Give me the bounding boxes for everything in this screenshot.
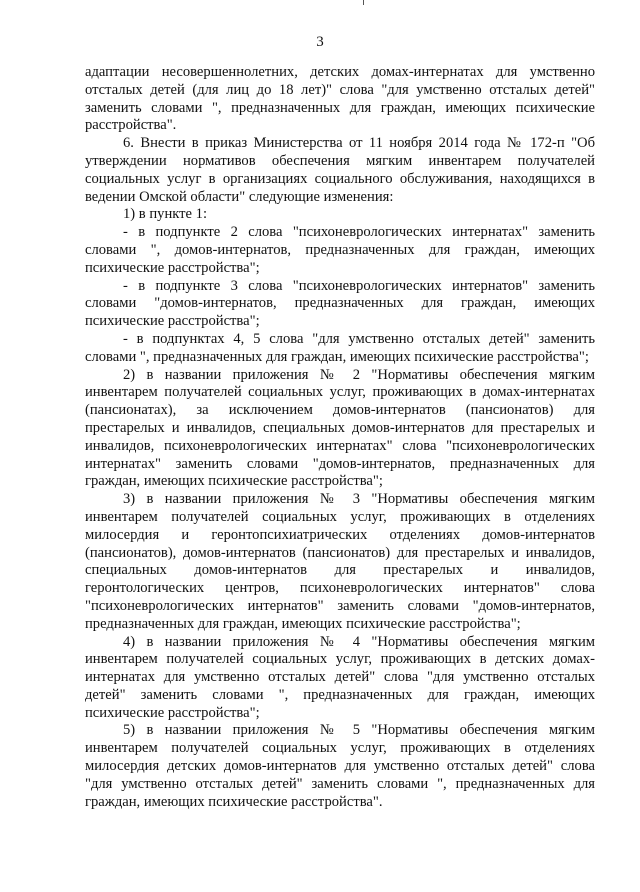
scan-mark bbox=[363, 0, 364, 5]
paragraph-subitem-5: 5) в названии приложения № 5 "Нормативы обеспечения мягким инвентарем получателей социальных услуг, проживающих в отделениях милосердия детских домов-интернатов для умственно отсталых детей" слова "для умственно отсталых детей" заменить словами ", предназначенных для граждан, имеющих психические расстройства". bbox=[85, 722, 595, 810]
paragraph-subitem-2: 2) в названии приложения № 2 "Нормативы обеспечения мягким инвентарем получателей социальных услуг, проживающих в домах-интернатах (пансионатах), за исключением домов-интернатов (пансионатов) для престарелых и инвалидов, специальных домов-интернатов для престарелых и инвалидов, психоневрологических интернатах" слова "психоневрологических интернатах" заменить словами "домов-интернатов, предназначенных для граждан, имеющих психические расстройства"; bbox=[85, 366, 595, 490]
paragraph-subitem-4: 4) в названии приложения № 4 "Нормативы обеспечения мягким инвентарем получателей социальных услуг, проживающих в детских домах-интернатах для умственно отсталых детей" слова "для умственно отсталых детей" заменить словами ", предназначенных для граждан, имеющих психические расстройства"; bbox=[85, 633, 595, 721]
paragraph-continuation: адаптации несовершеннолетних, детских домах-интернатах для умственно отсталых детей (для лиц до 18 лет)" слова "для умственно отсталых детей" заменить словами ", предназначенных для граждан, имеющих психические расстройства". bbox=[85, 64, 595, 134]
paragraph-subitem-3: 3) в названии приложения № 3 "Нормативы обеспечения мягким инвентарем получателей социальных услуг, проживающих в отделениях милосердия и геронтопсихиатрических отделениях домов-интернатов (пансионатов), домов-интернатов (пансионатов) для престарелых и инвалидов, специальных домов-интернатов для престарелых и инвалидов, геронтологических центров, психоневрологических интернатов" слова "психоневрологических интернатов" заменить словами "домов-интернатов, предназначенных для граждан, имеющих психические расстройства"; bbox=[85, 491, 595, 632]
paragraph-subpoint-2: - в подпункте 2 слова "психоневрологических интернатах" заменить словами ", домов-интернатов, предназначенных для граждан, имеющих психические расстройства"; bbox=[85, 224, 595, 276]
paragraph-item-6: 6. Внести в приказ Министерства от 11 ноября 2014 года № 172-п "Об утверждении нормативов обеспечения мягким инвентарем получателей социальных услуг в организациях социального обслуживания, находящихся в ведении Омской области" следующие изменения: bbox=[85, 135, 595, 205]
paragraph-subpoint-3: - в подпункте 3 слова "психоневрологических интернатов" заменить словами "домов-интернатов, предназначенных для граждан, имеющих психические расстройства"; bbox=[85, 277, 595, 330]
paragraph-subpoints-4-5: - в подпунктах 4, 5 слова "для умственно отсталых детей" заменить словами ", предназначенных для граждан, имеющих психические расстройства"; bbox=[85, 330, 595, 365]
document-body bbox=[85, 64, 595, 811]
page-number: 3 bbox=[316, 34, 324, 50]
paragraph-subitem-1: 1) в пункте 1: bbox=[123, 206, 208, 223]
